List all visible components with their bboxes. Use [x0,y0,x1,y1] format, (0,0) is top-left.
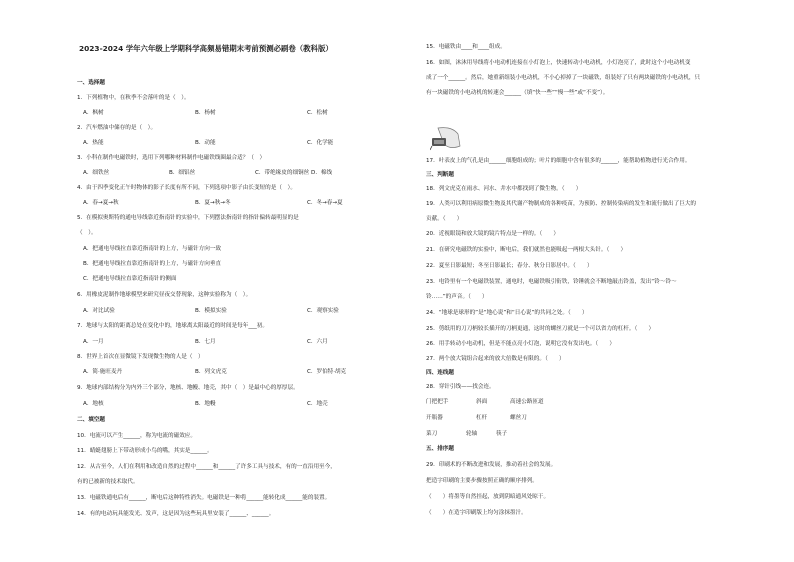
option: A．地核 [83,401,104,407]
option: A．细铁丝 [83,170,110,176]
question-23: 23．电铃里有一个电磁铁装置，通电时，电磁铁吸引衔铁，铃锤就会不断地敲击铃盖，发出“铃～铃～ [426,279,677,285]
match-item: 杠杆 [476,415,488,421]
option: B．模拟实验 [195,308,227,314]
option: C．松树 [307,110,328,116]
question-8: 8．世界上首次在显微镜下发现微生物的人是（ ） [77,354,204,360]
section-judge: 三、判断题 [426,172,454,178]
option: A．热能 [83,140,104,146]
section-choice: 一、选择题 [77,80,105,86]
question-11: 11．蜻蜓翅膀上下带动形成小鸟的嘴，其实是______。 [77,448,213,454]
match-item: 门把把手 [426,399,449,405]
question-23-cont: 铃……”的声音。（ ） [426,294,488,300]
motor-hand-illustration [430,126,462,152]
option: A．枫树 [83,110,104,116]
option: C．带绝缘皮的细铜丝 D．棉线 [255,170,333,176]
option: A．春→夏→秋 [83,200,119,206]
option: B．夏→秋→冬 [195,200,231,206]
option-5c: C．把通电导线拉直靠近指南针的侧面 [83,276,177,282]
question-27: 27．两个放大镜组合起来的放大倍数是有限的。（ ） [426,356,565,362]
question-10: 10．电流可以产生______，称为电流的磁效应。 [77,433,196,439]
question-5-bracket: （ ）。 [77,230,97,236]
section-match: 四、连线题 [426,370,454,376]
option: C．罗伯特·胡克 [307,369,347,375]
question-1: 1．下列植物中，在秋季不会落叶的是（ ）。 [77,95,190,101]
question-25: 25．剪纸用的刀刀柄较长插开的刀柄更通，这时的螺丝刀就是一个可以省力的杠杆。（ ） [426,326,655,332]
match-item: 斜面 [476,399,488,405]
question-19-cont: 贡献。（ ） [426,216,463,222]
option: C．观察实验 [307,308,339,314]
question-16-cont2: 有一块磁铁的小电动机的转速会______（填“快一些”“慢一些”或“不变”）。 [426,90,609,96]
option: B．杨树 [195,110,216,116]
question-26: 26．用手转动小电动机，但是不能点亮小灯泡，说明它没有发出电。（ ） [426,341,615,347]
option: C．化学能 [307,140,334,146]
question-19: 19．人类可以利用病原微生物及其代谢产物制成的各种疫苗，为预防、控制传染病的发生和流行做出了巨大的 [426,201,697,207]
section-fill: 二、填空题 [77,417,105,423]
option: A．简·施旺麦丹 [83,369,123,375]
match-item: 高速公路匝道 [510,399,544,405]
option: A．对比试验 [83,308,115,314]
question-16: 16．如图，沐沐用导线将小电动机连接在小灯泡上，快速转动小电动机，小灯泡亮了，此时这个小电动机变 [426,60,691,66]
question-16-cont: 成了一个______。然后，她重新组装小电动机，不小心掉掉了一块磁铁，组装好了只有两块磁铁的小电动机，只 [426,75,701,81]
question-13: 13．电磁铁通电后有______，断电后这种特性消失。电磁铁是一种将______能转化成______能的装置。 [77,495,331,501]
question-5: 5．在模拟奥斯特的通电导线靠近指南针的实验中，下列摆法指南针的指针偏转最明显的是 [77,215,299,221]
question-20: 20．近视眼镜和放大镜的镜片特点是一样的。（ ） [426,231,559,237]
match-item: 轮轴 [466,431,478,437]
question-28: 28．穿针引线——找会连。 [426,384,495,390]
option-5b: B．把通电导线拉直靠近指南针的上方，与磁针方向垂直 [83,261,222,267]
question-9: 9．地球内部结构分为内外三个部分，地核、地幔、地壳，其中（ ）是最中心的厚厚层。 [77,385,299,391]
question-17: 17．叶表皮上的气孔是由______细胞组成的；叶片的细胞中含有很多的______，能帮助植物进行光合作用。 [426,158,691,164]
order-step-2: （ ）在造字印刷版上均匀涂抹墨汁。 [426,510,527,516]
question-3: 3．小科在制作电磁铁时，选用下列哪种材料制作电磁铁线圈最合适？（ ） [77,155,266,161]
question-24: 24．“地球是球形的”是“地心说”和“日心说”的共同之处。（ ） [426,310,588,316]
option: B．列文虎克 [195,369,227,375]
question-18: 18．列文虎克在雨水、河水、井水中都找到了微生物。（ ） [426,186,582,192]
page-title: 2023-2024 学年六年级上学期科学高频易错期末考前预测必刷卷（教科版） [79,44,333,53]
option: B．细铝丝 [169,170,196,176]
section-order: 五、排序题 [426,446,454,452]
question-7: 7．地球与太阳的距离总处在变化中的，地球离太阳最近的时间是每年___初。 [77,323,268,329]
match-item: 开瓶器 [426,415,443,421]
option: C．冬→春→夏 [307,200,343,206]
match-item: 筷子 [496,431,508,437]
question-21: 21．在研究电磁铁的实验中，断电后，我们就然也能吸起一两根大头针。（ ） [426,247,627,253]
option: B．七月 [195,339,216,345]
question-29-instruction: 把造字印刷的主要步骤按照正确的顺序排列。 [426,478,538,484]
option: C．地壳 [307,401,328,407]
option: B．地幔 [195,401,216,407]
question-2: 2．汽车燃油中储存的是（ ）。 [77,125,157,131]
question-6: 6．用橡皮泥制作地球模型来研究昼夜交替现象，这种实验称为（ ）。 [77,292,252,298]
match-item: 螺丝刀 [510,415,527,421]
option-5a: A．把通电导线拉直靠近指南针的上方，与磁针方向一致 [83,246,222,252]
match-item: 菜刀 [426,431,438,437]
option: B．动能 [195,140,216,146]
question-15: 15．电磁铁由____和____组成。 [426,44,506,50]
question-22: 22．夏至日影最短；冬至日影最长；春分、秋分日影居中。（ ） [426,263,593,269]
option: A．一月 [83,339,104,345]
option: C．六月 [307,339,328,345]
question-29: 29．印刷术的不断改进和发展，推动着社会的发展。 [426,462,557,468]
order-step-1: （ ）将墨等自然挂起，放到阴暗通风处晾干。 [426,494,550,500]
question-4: 4．由于四季变化正午时物体的影子长度有所不同，下列选项中影子由长变短的是（ ）。 [77,185,296,191]
question-12: 12．从古至今，人们在利用和改造自然的过程中______和______了许多工具与技术，有的一直沿用至今， [77,464,336,470]
question-12-cont: 有的已被新的技术取代。 [77,479,139,485]
question-14: 14．有的电动玩具能发光、发声，这是因为这些玩具里安装了______、______。 [77,511,275,517]
